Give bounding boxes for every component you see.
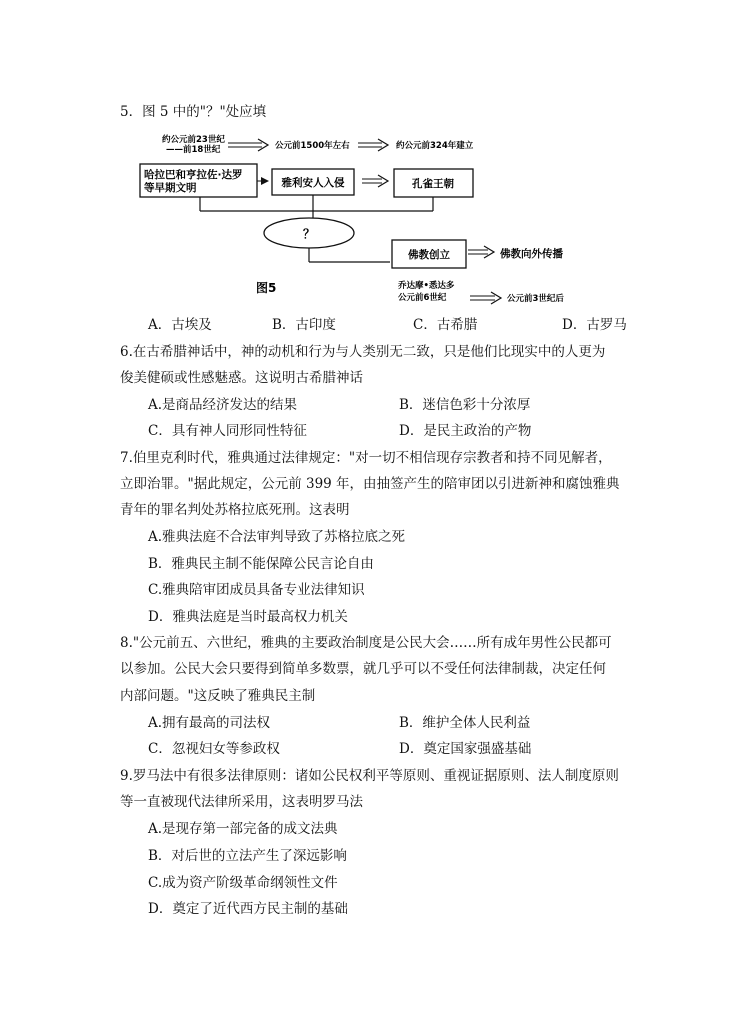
q9-option-b: B．对后世的立法产生了深远影响: [148, 848, 347, 864]
q7-stem-line2: 立即治罪。"据此规定，公元前 399 年，由抽签产生的陪审团以引进新神和腐蚀雅典: [120, 476, 620, 492]
q9-option-a: A.是现存第一部完备的成文法典: [148, 821, 338, 837]
top-arrow-2: [358, 139, 388, 151]
box1-line1: 哈拉巴和亨拉佐·达罗: [144, 169, 243, 181]
time-label-3: 约公元前324年建立: [396, 141, 474, 151]
q9-option-c: C.成为资产阶级革命纲领性文件: [148, 875, 338, 891]
after-arrow: [470, 292, 501, 304]
q5-stem: 5．图 5 中的"？"处应填: [120, 104, 267, 120]
mid-arrow: [362, 175, 388, 187]
spread-arrow: [468, 246, 494, 258]
q6-stem-line2: 俊美健硕或性感魅惑。这说明古希腊神话: [120, 370, 363, 386]
q8-stem-line3: 内部问题。"这反映了雅典民主制: [120, 688, 316, 704]
q8-option-d: D．奠定国家强盛基础: [399, 741, 532, 757]
q6-option-c: C．具有神人同形同性特征: [148, 423, 307, 439]
time-label-1a: 约公元前23世纪: [162, 135, 225, 145]
after-text: 公元前3世纪后: [507, 294, 564, 304]
founder-name: 乔达摩•悉达多: [398, 281, 455, 291]
time-label-2: 公元前1500年左右: [275, 141, 350, 151]
spread-text: 佛教向外传播: [500, 248, 563, 260]
q6-option-a: A.是商品经济发达的结果: [148, 397, 298, 413]
connector-lines: [200, 195, 433, 219]
q9-stem-line1: 9.罗马法中有很多法律原则：诸如公民权利平等原则、重视证据原则、法人制度原则: [120, 768, 619, 784]
box2-text: 雅利安人入侵: [281, 177, 345, 189]
q8-option-a: A.拥有最高的司法权: [148, 715, 271, 731]
q9-stem-line2: 等一直被现代法律所采用，这表明罗马法: [120, 794, 363, 810]
figure-caption: 图5: [256, 281, 277, 295]
q9-option-d: D．奠定了近代西方民主制的基础: [148, 901, 348, 917]
q7-stem-line1: 7.伯里克利时代，雅典通过法律规定："对一切不相信现存宗教者和持不同见解者，: [120, 450, 612, 466]
q5-option-a: A．古埃及: [148, 317, 212, 333]
box1-line2: 等早期文明: [144, 182, 197, 194]
box3-text: 孔雀王朝: [412, 178, 454, 190]
q8-stem-line2: 以参加。公民大会只要得到简单多数票，就几乎可以不受任何法律制裁，决定任何: [120, 661, 606, 677]
box4-text: 佛教创立: [408, 249, 450, 261]
q8-option-b: B．维护全体人民利益: [399, 715, 531, 731]
ellipse-text: ？: [302, 227, 316, 241]
q6-stem-line1: 6.在古希腊神话中，神的动机和行为与人类别无二致，只是他们比现实中的人更为: [120, 344, 606, 360]
q5-option-b: B．古印度: [272, 317, 336, 333]
top-arrow-1: [228, 139, 268, 151]
q8-stem-line1: 8."公元前五、六世纪，雅典的主要政治制度是公民大会……所有成年男性公民都可: [120, 635, 612, 651]
q7-option-a: A.雅典法庭不合法审判导致了苏格拉底之死: [148, 529, 406, 545]
q7-stem-line3: 青年的罪名判处苏格拉底死刑。这表明: [120, 502, 350, 518]
q7-option-d: D．雅典法庭是当时最高权力机关: [148, 609, 348, 625]
india-history-diagram: [0, 125, 744, 325]
time-label-1b: ——前18世纪: [166, 145, 221, 155]
q7-option-c: C.雅典陪审团成员具备专业法律知识: [148, 582, 365, 598]
q5-option-d: D．古罗马: [562, 317, 627, 333]
ellipse-to-buddhism: [309, 248, 390, 262]
founder-date: 公元前6世纪: [398, 293, 447, 303]
q5-option-c: C．古希腊: [413, 317, 478, 333]
q6-option-b: B．迷信色彩十分浓厚: [399, 397, 531, 413]
q8-option-c: C．忽视妇女等参政权: [148, 741, 280, 757]
q7-option-b: B．雅典民主制不能保障公民言论自由: [148, 556, 374, 572]
q6-option-d: D．是民主政治的产物: [399, 423, 532, 439]
